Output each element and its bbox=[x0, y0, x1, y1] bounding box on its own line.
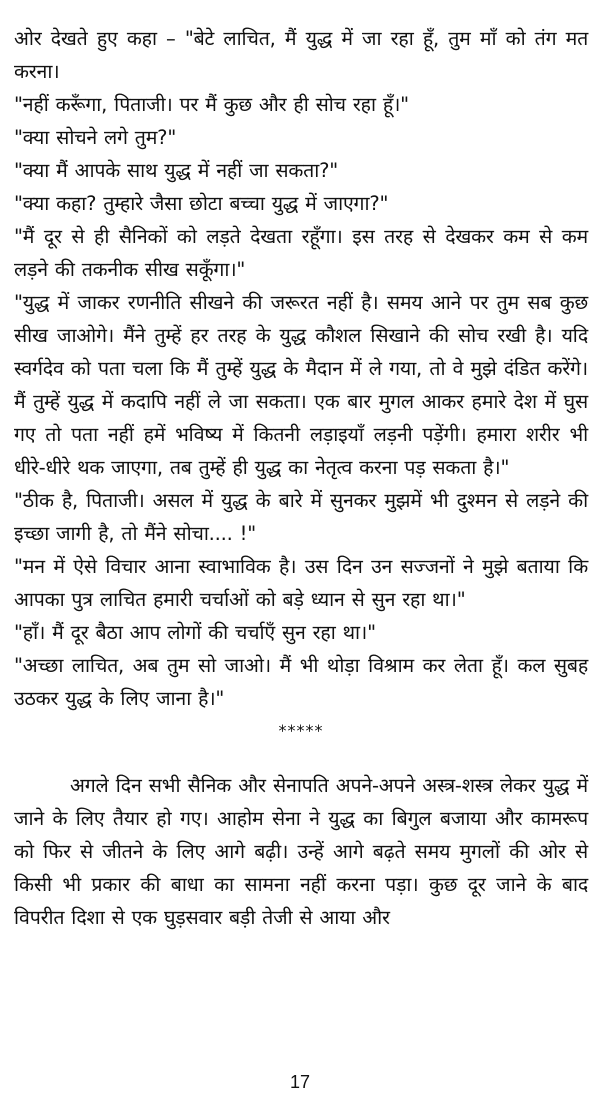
paragraph-4: "क्या मैं आपके साथ युद्ध में नहीं जा सकता?" bbox=[14, 159, 339, 182]
dialogue-section bbox=[14, 22, 588, 715]
paragraph-2: "नहीं करूँगा, पिताजी। पर मैं कुछ और ही सोच रहा हूँ।" bbox=[14, 93, 409, 116]
paragraph-10: "हाँ। मैं दूर बैठा आप लोगों की चर्चाएँ सुन रहा था।" bbox=[14, 621, 376, 644]
narrative-section bbox=[14, 769, 588, 934]
paragraph-9: "मन में ऐसे विचार आना स्वाभाविक है। उस दिन उन सज्जनों ने मुझे बताया कि आपका पुत्र लाचित हमारी चर्चाओं को बड़े ध्यान से सुन रहा था।" bbox=[14, 555, 588, 611]
paragraph-7: "युद्ध में जाकर रणनीति सीखने की जरूरत नहीं है। समय आने पर तुम सब कुछ सीख जाओगे। मैंने तुम्हें हर तरह के युद्ध कौशल सिखाने की सोच रखी है। यदि स्वर्गदेव को पता चला कि मैं तुम्हें युद्ध के मैदान में ले गया, तो वे मुझे दंडित करेंगे। मैं तुम्हें युद्ध में कदापि नहीं ले जा सकता। एक बार मुगल आकर हमारे देश में घुस गए तो पता नहीं हमें भविष्य में कितनी लड़ाइयाँ लड़नी पड़ेंगी। हमारा शरीर भी धीरे-धीरे थक जाएगा, तब तुम्हें ही युद्ध का नेतृत्व करना पड़ सकता है।" bbox=[14, 291, 588, 479]
paragraph-11: "अच्छा लाचित, अब तुम सो जाओ। मैं भी थोड़ा विश्राम कर लेता हूँ। कल सुबह उठकर युद्ध के लिए जाना है।" bbox=[14, 654, 588, 710]
paragraph-5: "क्या कहा? तुम्हारे जैसा छोटा बच्चा युद्ध में जाएगा?" bbox=[14, 192, 389, 215]
paragraph-1: ओर देखते हुए कहा – "बेटे लाचित, मैं युद्ध में जा रहा हूँ, तुम माँ को तंग मत करना। bbox=[14, 27, 588, 83]
paragraph-3: "क्या सोचने लगे तुम?" bbox=[14, 126, 177, 149]
paragraph-8: "ठीक है, पिताजी। असल में युद्ध के बारे में सुनकर मुझमें भी दुश्मन से लड़ने की इच्छा जागी है, तो मैंने सोचा.... !" bbox=[14, 489, 588, 545]
paragraph-6: "मैं दूर से ही सैनिकों को लड़ते देखता रहूँगा। इस तरह से देखकर कम से कम लड़ने की तकनीक सीख सकूँगा।" bbox=[14, 225, 588, 281]
section-separator: ***** bbox=[278, 721, 324, 740]
page-number: 17 bbox=[289, 1072, 311, 1092]
narrative-paragraph: अगले दिन सभी सैनिक और सेनापति अपने-अपने अस्त्र-शस्त्र लेकर युद्ध में जाने के लिए तैयार हो गए। आहोम सेना ने युद्ध का बिगुल बजाया और कामरूप को फिर से जीतने के लिए आगे बढ़ी। उन्हें आगे बढ़ते समय मुगलों की ओर से किसी भी प्रकार की बाधा का सामना नहीं करना पड़ा। कुछ दूर जाने के बाद विपरीत दिशा से एक घुड़सवार बड़ी तेजी से आया और bbox=[14, 774, 588, 929]
